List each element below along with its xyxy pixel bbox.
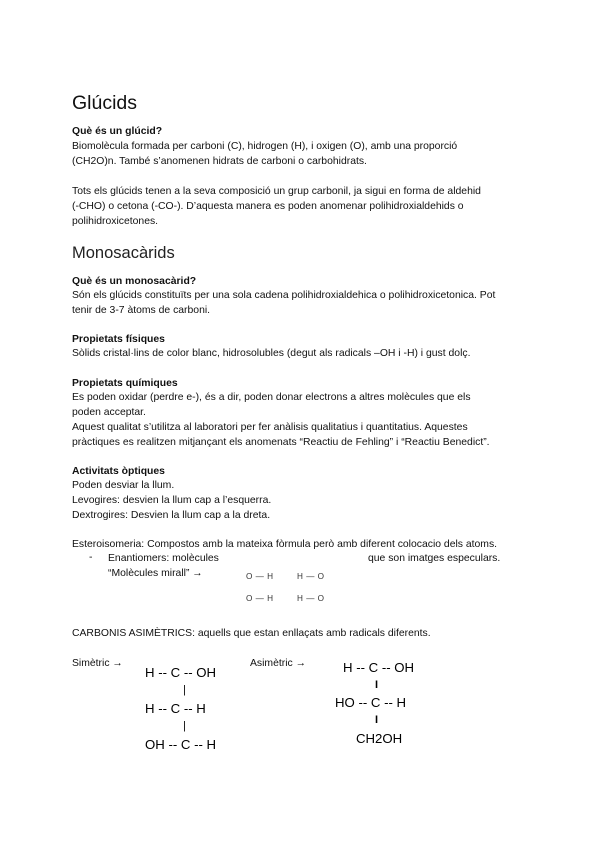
paragraph-line-carbonis-asimetrics: CARBONIS ASIMÈTRICS: aquells que estan enllaçats amb radicals diferents.	[72, 628, 431, 639]
page-title: Glúcids	[72, 92, 138, 114]
paragraph-line: Aquest qualitat s’utilitza al laboratori per fer anàlisis qualitatius i quantitatius. Aquestes	[72, 422, 468, 433]
heading-propietats-fisiques: Propietats físiques	[72, 334, 165, 345]
bond-line: |	[183, 720, 186, 732]
asymmetric-structure-row: CH2OH	[356, 731, 403, 746]
paragraph-line: poden acceptar.	[72, 407, 146, 418]
paragraph-line: Biomolècula formada per carboni (C), hidrogen (H), i oxigen (O), amb una proporció	[72, 141, 458, 152]
paragraph-line: Es poden oxidar (perdre e-), és a dir, poden donar electrons a altres molècules que els	[72, 392, 471, 403]
symmetric-structure-row: OH -- C -- H	[145, 737, 217, 752]
label-asimetric: Asimètric →	[250, 658, 306, 669]
heading-activitats-optiques: Activitats òptiques	[72, 466, 165, 477]
bond-line: I	[375, 679, 379, 691]
paragraph-line: Dextrogires: Desvien la llum cap a la dreta.	[72, 510, 271, 521]
paragraph-line: polihidroxicetones.	[72, 216, 159, 227]
bullet-dash: -	[89, 552, 93, 563]
section-title-monosacarids: Monosacàrids	[72, 244, 175, 262]
asymmetric-structure-row: HO -- C -- H	[335, 695, 407, 710]
paragraph-line: (CH2O)n. També s’anomenen hidrats de carboni o carbohidrats.	[72, 156, 367, 167]
label-simetric: Simètric →	[72, 658, 123, 669]
symmetric-structure-row: H -- C -- H	[145, 701, 206, 716]
paragraph-line-esteroisomeria: Esteroisomeria: Compostos amb la mateixa fòrmula però amb diferent colocacio dels atoms.	[72, 539, 498, 550]
mini-structure: O — H	[246, 572, 274, 581]
paragraph-line: pràctiques es realitzen mitjançant els anomenats “Reactiu de Fehling” i “Reactiu Benedict”.	[72, 437, 490, 448]
paragraph-line: Poden desviar la llum.	[72, 480, 175, 491]
mini-structure: O — H	[246, 594, 274, 603]
mini-structure: H — O	[297, 594, 325, 603]
question-monosacarid: Què és un monosacàrid?	[72, 276, 197, 287]
list-item-mirall: “Molècules mirall” →	[108, 568, 203, 579]
list-item-enantiomers-cont: que son imatges especulars.	[368, 553, 501, 564]
paragraph-line: (-CHO) o cetona (-CO-). D’aquesta manera es poden anomenar polihidroxialdehids o	[72, 201, 464, 212]
bond-line: I	[375, 714, 379, 726]
list-item-enantiomers: Enantiomers: molècules	[108, 553, 219, 564]
paragraph-line: tenir de 3-7 àtoms de carboni.	[72, 305, 211, 316]
question-glucid: Què és un glúcid?	[72, 126, 163, 137]
paragraph-line: Sòlids cristal·lins de color blanc, hidrosolubles (degut als radicals –OH i -H) i gust dolç.	[72, 348, 471, 359]
paragraph-line: Són els glúcids constituïts per una sola cadena polihidroxialdehica o polihidroxicetonica. Pot	[72, 290, 496, 301]
paragraph-line: Levogires: desvien la llum cap a l’esquerra.	[72, 495, 272, 506]
heading-propietats-quimiques: Propietats químiques	[72, 378, 178, 389]
symmetric-structure-row: H -- C -- OH	[145, 665, 217, 680]
mini-structure: H — O	[297, 572, 325, 581]
bond-line: |	[183, 684, 186, 696]
paragraph-line: Tots els glúcids tenen a la seva composició un grup carbonil, ja sigui en forma de aldehid	[72, 186, 481, 197]
asymmetric-structure-row: H -- C -- OH	[343, 660, 415, 675]
